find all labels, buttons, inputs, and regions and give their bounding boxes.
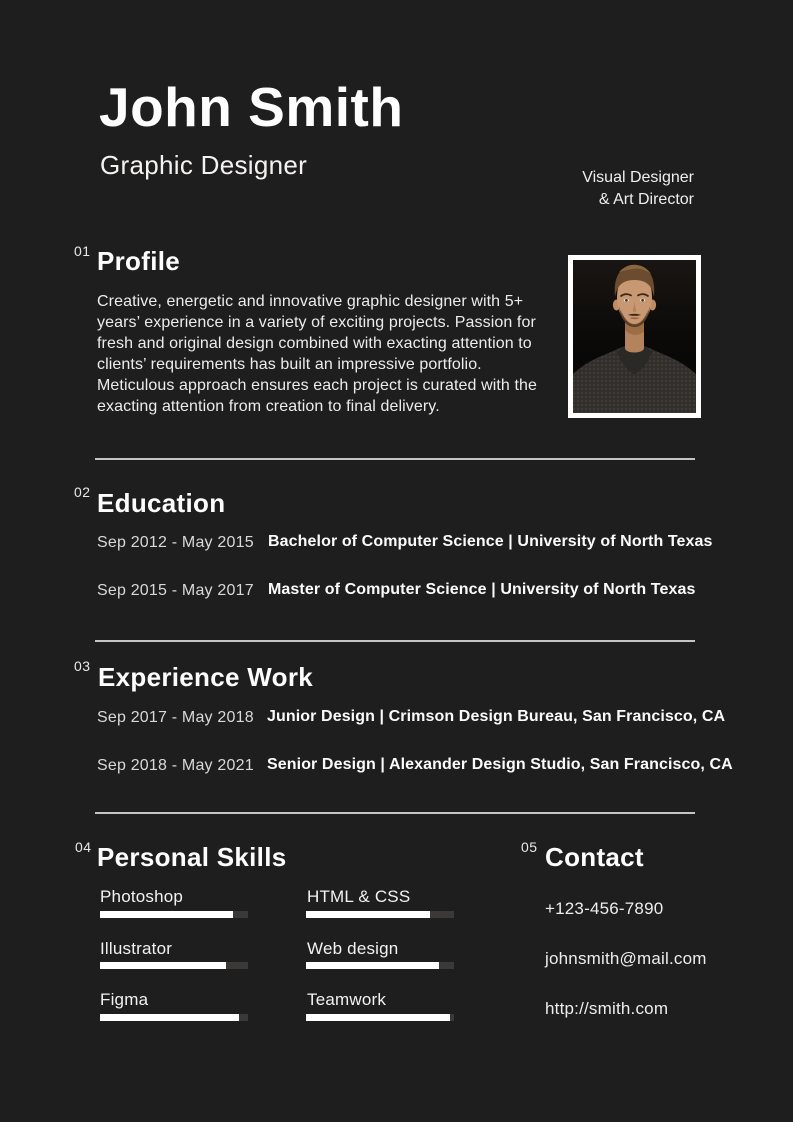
tagline-line-2: & Art Director — [598, 191, 694, 208]
skill-bar — [100, 1014, 248, 1021]
skill-label: HTML & CSS — [307, 887, 411, 906]
skill-bar — [100, 911, 248, 918]
profile-section-title: Profile — [97, 246, 181, 276]
skill-bar — [306, 1014, 454, 1021]
divider-education — [95, 458, 695, 460]
education-section-title: Education — [97, 488, 226, 518]
skill-bar — [306, 962, 454, 969]
skills-section-number: 04 — [75, 839, 92, 855]
contact-email: johnsmith@mail.com — [545, 949, 707, 968]
person-name: John Smith — [99, 76, 404, 138]
education-section-number: 02 — [74, 484, 91, 500]
education-row-dates: Sep 2015 - May 2017 — [97, 582, 254, 599]
contact-website: http://smith.com — [545, 999, 669, 1018]
skill-label: Teamwork — [307, 990, 387, 1009]
skill-label: Illustrator — [100, 939, 173, 958]
skill-bar-fill — [306, 1014, 450, 1021]
contact-section-number: 05 — [521, 839, 538, 855]
contact-phone: +123-456-7890 — [545, 899, 664, 918]
profile-text: Creative, energetic and innovative graphic designer with 5+ years’ experience in a variety of exciting projects. Passion for fresh and original design combined with exacting attention to clients’ requirements has built an impressive portfolio. Meticulous approach ensures each project is curated with the exacting attention from creation to final delivery. — [97, 293, 538, 415]
education-row-description: Master of Computer Science | University of North Texas — [268, 581, 696, 598]
profile-photo — [568, 255, 701, 418]
person-role: Graphic Designer — [100, 150, 308, 180]
skill-label: Figma — [100, 990, 149, 1009]
experience-section-number: 03 — [74, 658, 91, 674]
experience-row-dates: Sep 2017 - May 2018 — [97, 709, 254, 726]
experience-row-description: Senior Design | Alexander Design Studio, San Francisco, CA — [267, 756, 733, 773]
portrait-illustration — [573, 260, 696, 413]
experience-section-title: Experience Work — [98, 662, 314, 692]
experience-row-dates: Sep 2018 - May 2021 — [97, 757, 254, 774]
divider-skills-contact — [95, 812, 695, 814]
skill-bar-fill — [306, 911, 430, 918]
skills-section-title: Personal Skills — [97, 842, 287, 872]
education-row-description: Bachelor of Computer Science | University of North Texas — [268, 533, 713, 550]
divider-experience — [95, 640, 695, 642]
skill-bar-fill — [100, 1014, 239, 1021]
skill-label: Web design — [307, 939, 399, 958]
skill-label: Photoshop — [100, 887, 184, 906]
skill-bar — [306, 911, 454, 918]
person-tagline — [582, 167, 694, 211]
skill-bar-fill — [100, 962, 226, 969]
tagline-line-1: Visual Designer — [582, 169, 694, 186]
experience-row-description: Junior Design | Crimson Design Bureau, San Francisco, CA — [267, 708, 726, 725]
skill-bar — [100, 962, 248, 969]
skill-bar-fill — [100, 911, 233, 918]
skill-bar-fill — [306, 962, 439, 969]
profile-section-number: 01 — [74, 243, 91, 259]
contact-section-title: Contact — [545, 842, 644, 872]
education-row-dates: Sep 2012 - May 2015 — [97, 534, 254, 551]
